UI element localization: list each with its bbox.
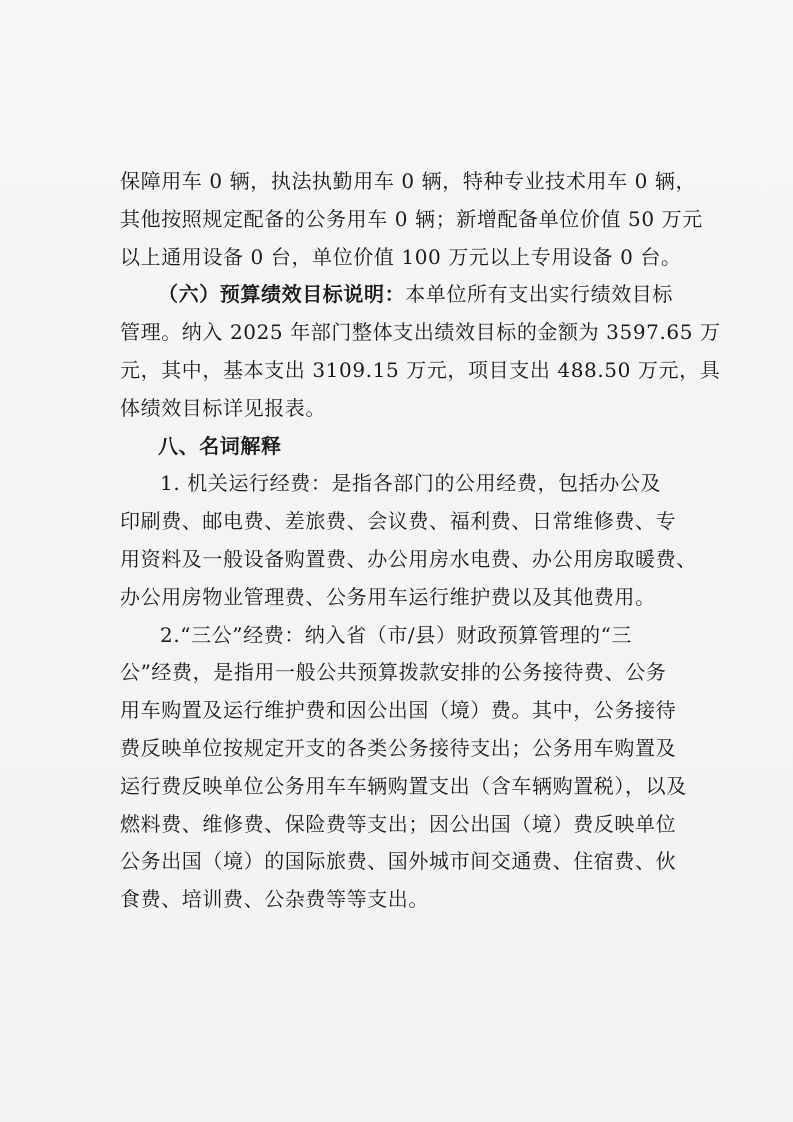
section-six-first-line: 本单位所有支出实行绩效目标 <box>405 282 674 307</box>
section-six-heading: （六）预算绩效目标说明： <box>158 282 406 307</box>
section-six-performance-goals <box>120 276 721 427</box>
text-line: 体绩效目标详见报表。 <box>120 395 326 420</box>
text-line: 用车购置及运行维护费和因公出国（境）费。其中，公务接待 <box>120 698 677 723</box>
term-two-three-public-expenses <box>120 617 687 919</box>
paragraph-vehicles <box>120 163 703 276</box>
text-line: 其他按照规定配备的公务用车 0 辆；新增配备单位价值 50 万元 <box>120 206 703 231</box>
text-line: 公”经费，是指用一般公共预算拨款安排的公务接待费、公务 <box>120 660 667 685</box>
document-body <box>120 163 721 919</box>
term-one-operating-expenses <box>120 465 697 616</box>
text-line: 保障用车 0 辆，执法执勤用车 0 辆，特种专业技术用车 0 辆， <box>120 169 697 193</box>
text-line: 1. 机关运行经费：是指各部门的公用经费，包括办公及 <box>160 471 662 496</box>
text-line <box>120 276 680 314</box>
text-line: 印刷费、邮电费、差旅费、会议费、福利费、日常维修费、专 <box>120 509 677 534</box>
text-line: 燃料费、维修费、保险费等支出；因公出国（境）费反映单位 <box>120 811 677 836</box>
text-line: 食费、培训费、公杂费等等支出。 <box>120 887 429 912</box>
text-line: 办公用房物业管理费、公务用车运行维护费以及其他费用。 <box>120 584 656 609</box>
text-line: 元，其中，基本支出 3109.15 万元，项目支出 488.50 万元，具 <box>120 357 721 382</box>
text-line: 2.“三公”经费：纳入省（市/县）财政预算管理的“三 <box>160 622 633 647</box>
text-line: 用资料及一般设备购置费、办公用房水电费、办公用房取暖费、 <box>120 546 697 571</box>
text-line: 公务出国（境）的国际旅费、国外城市间交通费、住宿费、伙 <box>120 849 677 874</box>
text-line: 管理。纳入 2025 年部门整体支出绩效目标的金额为 3597.65 万 <box>120 320 721 345</box>
text-line: 运行费反映单位公务用车车辆购置支出（含车辆购置税），以及 <box>120 773 687 798</box>
text-line: 以上通用设备 0 台，单位价值 100 万元以上专用设备 0 台。 <box>120 244 682 269</box>
text-line: 费反映单位按规定开支的各类公务接待支出；公务用车购置及 <box>120 735 677 760</box>
section-eight-heading: 八、名词解释 <box>158 433 282 458</box>
